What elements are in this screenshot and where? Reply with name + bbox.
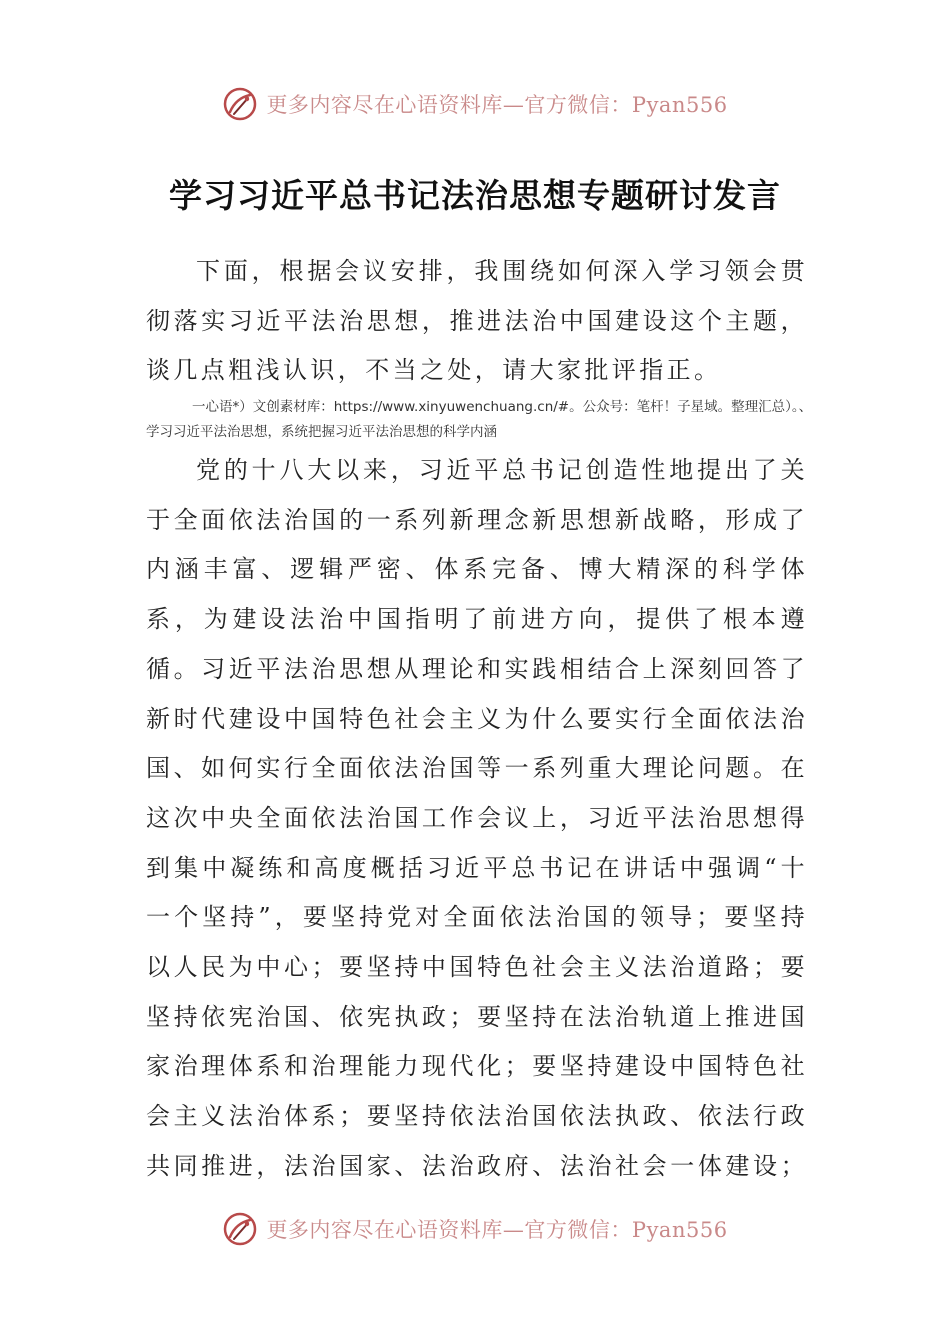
- pen-circle-logo-icon: [222, 86, 258, 122]
- footer-banner[interactable]: [0, 1211, 950, 1247]
- paragraph-main: 党的十八大以来，习近平总书记创造性地提出了关于全面依法治国的一系列新理念新思想新战略，形成了内涵丰富、逻辑严密、体系完备、博大精深的科学体系，为建设法治中国指明了前进方向，提供了根本遵循。习近平法治思想从理论和实践相结合上深刻回答了新时代建设中国特色社会主义为什么要实行全面依法治国、如何实行全面依法治国等一系列重大理论问题。在这次中央全面依法治国工作会议上，习近平法治思想得到集中凝练和高度概括习近平总书记在讲话中强调“十一个坚持”，要坚持党对全面依法治国的领导；要坚持以人民为中心；要坚持中国特色社会主义法治道路；要坚持依宪治国、依宪执政；要坚持在法治轨道上推进国家治理体系和治理能力现代化；要坚持建设中国特色社会主义法治体系；要坚持依法治国依法执政、依法行政共同推进，法治国家、法治政府、法治社会一体建设；: [146, 456, 808, 1180]
- document-title: 学习习近平总书记法治思想专题研讨发言: [169, 176, 781, 215]
- header-banner-text: 更多内容尽在心语资料库—官方微信：Pyan556: [266, 93, 728, 117]
- source-note: 一心语*）文创素材库：https://www.xinyuwenchuang.cn/#。公众号：笔杆！子星域。整理汇总）。、学习习近平法治思想，系统把握习近平法治思想的科学内涵: [146, 399, 813, 440]
- footer-banner-text: 更多内容尽在心语资料库—官方微信：Pyan556: [266, 1218, 728, 1242]
- pen-circle-logo-icon: [222, 1211, 258, 1247]
- paragraph-intro: 下面，根据会议安排，我围绕如何深入学习领会贯彻落实习近平法治思想，推进法治中国建设这个主题，谈几点粗浅认识，不当之处，请大家批评指正。: [146, 257, 808, 385]
- header-banner[interactable]: [0, 86, 950, 122]
